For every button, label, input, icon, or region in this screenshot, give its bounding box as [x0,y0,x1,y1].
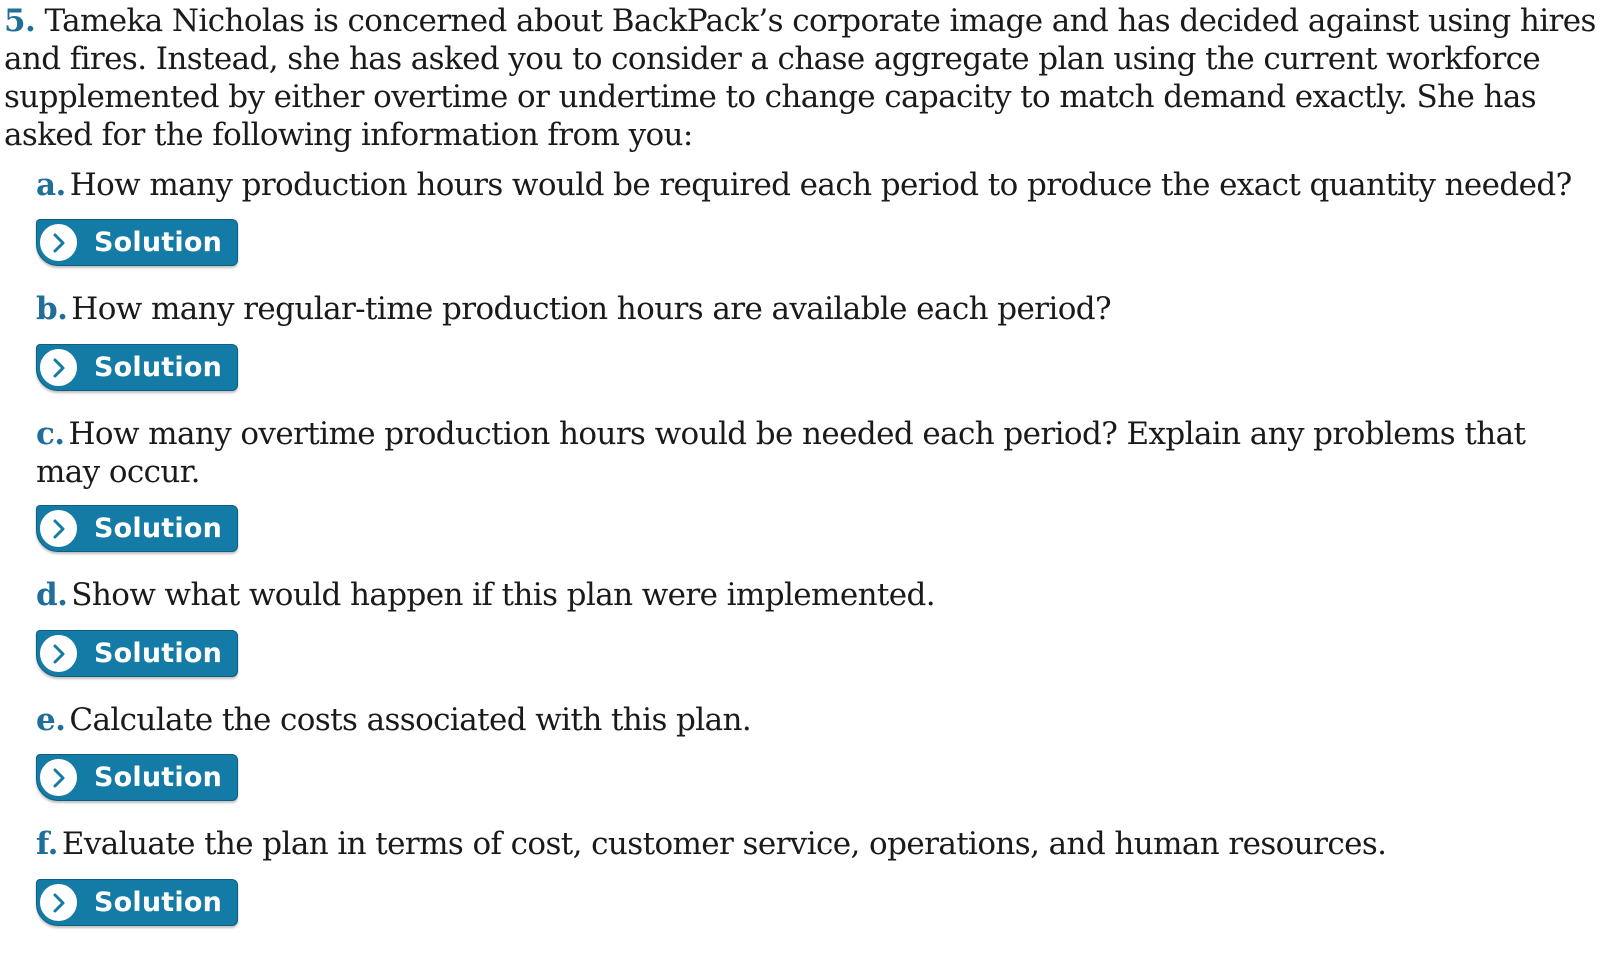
solution-button-b[interactable] [36,344,238,391]
question-e [36,701,1596,739]
solution-label: Solution [94,762,223,793]
chevron-right-icon [38,347,79,388]
question-f [36,825,1596,863]
question-letter: c. [36,416,65,452]
solution-button-f[interactable] [36,879,238,926]
question-letter: f. [36,826,58,862]
problem-text: Tameka Nicholas is concerned about BackPack’s corporate image and has decided against using hires and fires. Instead, she has asked you to consider a chase aggregate plan using the current workforce supplemented by either overtime or undertime to change capacity to match demand exactly. She has asked for the following information from you: [4,3,1596,153]
chevron-right-icon [38,222,79,263]
question-letter: b. [36,291,68,327]
question-text: How many production hours would be required each period to produce the exact quantity needed? [69,167,1572,203]
solution-button-d[interactable] [36,630,238,677]
question-text: Calculate the costs associated with this plan. [69,702,752,738]
question-letter: a. [36,167,66,203]
solution-label: Solution [94,352,223,383]
chevron-right-icon [38,882,79,923]
problem-statement [4,2,1604,154]
question-c [36,415,1596,491]
chevron-right-icon [38,757,79,798]
question-letter: d. [36,577,68,613]
solution-button-e[interactable] [36,754,238,801]
solution-button-c[interactable] [36,505,238,552]
question-text: Show what would happen if this plan were implemented. [71,577,936,613]
solution-label: Solution [94,513,223,544]
chevron-right-icon [38,633,79,674]
solution-label: Solution [94,638,223,669]
solution-label: Solution [94,887,223,918]
chevron-right-icon [38,508,79,549]
question-text: How many regular-time production hours are available each period? [71,291,1112,327]
question-d [36,576,1596,614]
solution-button-a[interactable] [36,219,238,266]
problem-number: 5. [4,3,36,39]
question-a [36,166,1596,204]
question-text: Evaluate the plan in terms of cost, customer service, operations, and human resources. [61,826,1387,862]
question-letter: e. [36,702,66,738]
question-b [36,290,1596,328]
question-text: How many overtime production hours would be needed each period? Explain any problems that may occur. [36,416,1526,490]
solution-label: Solution [94,227,223,258]
